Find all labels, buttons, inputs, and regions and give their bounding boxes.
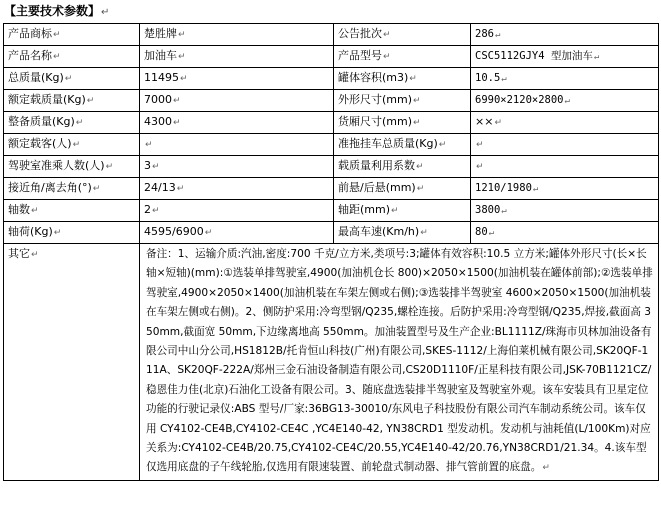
table-row (4, 90, 659, 112)
paragraph-mark-icon: ↵ (92, 184, 101, 194)
paragraph-mark-icon: ↵ (105, 162, 114, 172)
table-cell-value-left (140, 90, 334, 112)
paragraph-mark-icon: ↵ (413, 118, 421, 128)
paragraph-mark-icon: ↵ (413, 96, 421, 106)
paragraph-mark-icon: ↵ (416, 184, 425, 194)
table-cell-label-right (334, 156, 471, 178)
table-cell-label-left (4, 46, 140, 68)
paragraph-mark-icon: ↵ (391, 206, 399, 216)
paragraph-mark-icon: ↵ (53, 52, 61, 62)
paragraph-mark-icon: ↵ (75, 118, 84, 128)
table-row (4, 68, 659, 90)
table-cell-label-right (334, 24, 471, 46)
paragraph-mark-icon: ↵ (173, 96, 181, 106)
paragraph-mark-icon: ↵ (86, 96, 95, 106)
paragraph-mark-icon: ↵ (204, 228, 213, 238)
paragraph-mark-icon: ↵ (383, 52, 391, 62)
table-row-other (4, 244, 659, 481)
table-cell-label-left (4, 112, 140, 134)
paragraph-mark-icon: ↵ (152, 206, 160, 216)
table-row (4, 112, 659, 134)
table-cell-value-left (140, 178, 334, 200)
table-row (4, 178, 659, 200)
paragraph-mark-icon: ↵ (72, 140, 81, 150)
paragraph-mark-icon: ↵ (501, 206, 507, 216)
paragraph-mark-icon: ↵ (53, 228, 62, 238)
paragraph-mark-icon: ↵ (64, 74, 73, 84)
table-cell-label-right (334, 178, 471, 200)
table-cell-label-right (334, 112, 471, 134)
table-cell-value-left (140, 68, 334, 90)
cell-text: 3 (144, 159, 151, 172)
table-row (4, 222, 659, 244)
cell-text: 接近角/离去角(°) (8, 181, 92, 194)
cell-text: 4595/6900 (144, 225, 204, 238)
paragraph-mark-icon: ↵ (409, 74, 417, 84)
other-notes-cell (140, 244, 659, 481)
table-cell-label-right (334, 46, 471, 68)
cell-text: 驾驶室准乘人数(人) (8, 159, 105, 172)
section-title (4, 1, 109, 21)
other-label-cell (4, 244, 140, 481)
cell-text: 最高车速(Km/h) (338, 225, 420, 238)
cell-text: ×× (475, 115, 494, 128)
paragraph-mark-icon: ↵ (494, 118, 502, 128)
table-cell-value-left (140, 156, 334, 178)
table-cell-value-right (471, 222, 659, 244)
paragraph-mark-icon: ↵ (176, 184, 185, 194)
paragraph-mark-icon: ↵ (53, 30, 61, 40)
table-cell-label-right (334, 200, 471, 222)
paragraph-mark-icon: ↵ (416, 162, 424, 172)
table-row (4, 24, 659, 46)
section-title-text: 【主要技术参数】 (4, 4, 101, 18)
table-cell-value-right (471, 24, 659, 46)
table-cell-label-left (4, 178, 140, 200)
table-cell-label-left (4, 134, 140, 156)
table-cell-value-right (471, 112, 659, 134)
paragraph-mark-icon: ↵ (101, 7, 110, 18)
paragraph-mark-icon: ↵ (476, 140, 484, 150)
cell-text: 货厢尺寸(mm) (338, 115, 413, 128)
paragraph-mark-icon: ↵ (564, 96, 570, 106)
table-cell-value-right (471, 90, 659, 112)
cell-text: 286 (475, 28, 494, 40)
cell-text: 公告批次 (338, 27, 382, 40)
paragraph-mark-icon: ↵ (542, 463, 550, 474)
table-cell-value-right (471, 200, 659, 222)
paragraph-mark-icon: ↵ (532, 184, 539, 194)
table-cell-label-right (334, 90, 471, 112)
cell-text: 总质量(Kg) (8, 71, 64, 84)
table-row (4, 134, 659, 156)
cell-text: 楚胜牌 (144, 27, 177, 40)
paragraph-mark-icon: ↵ (438, 140, 447, 150)
cell-text: 3800 (475, 204, 501, 216)
table-row (4, 200, 659, 222)
cell-text: 轴距(mm) (338, 203, 391, 216)
table-cell-value-left (140, 222, 334, 244)
cell-text: 外形尺寸(mm) (338, 93, 413, 106)
table-cell-value-left (140, 46, 334, 68)
spec-table (3, 23, 659, 481)
cell-text: 载质量利用系数 (338, 159, 415, 172)
table-cell-value-left (140, 134, 334, 156)
cell-text: 4300 (144, 115, 172, 128)
cell-text: 产品型号 (338, 49, 382, 62)
table-cell-label-right (334, 68, 471, 90)
paragraph-mark-icon: ↵ (420, 228, 428, 238)
table-cell-label-left (4, 24, 140, 46)
cell-text: 80 (475, 226, 488, 238)
table-row (4, 156, 659, 178)
table-cell-value-right (471, 156, 659, 178)
table-cell-label-left (4, 156, 140, 178)
cell-text: 额定载质量(Kg) (8, 93, 86, 106)
cell-text: 10.5 (475, 72, 501, 84)
paragraph-mark-icon: ↵ (178, 30, 186, 40)
paragraph-mark-icon: ↵ (145, 140, 153, 150)
spec-table-body (4, 24, 659, 244)
paragraph-mark-icon: ↵ (476, 162, 484, 172)
paragraph-mark-icon: ↵ (383, 30, 391, 40)
table-cell-value-left (140, 24, 334, 46)
table-cell-value-right (471, 134, 659, 156)
cell-text: 额定载客(人) (8, 137, 72, 150)
table-cell-label-right (334, 222, 471, 244)
cell-text: CSC5112GJY4 型加油车 (475, 50, 593, 62)
table-cell-value-right (471, 178, 659, 200)
paragraph-mark-icon: ↵ (593, 52, 600, 62)
cell-text: 前悬/后悬(mm) (338, 181, 416, 194)
table-cell-label-right (334, 134, 471, 156)
cell-text: 2 (144, 203, 151, 216)
table-cell-label-left (4, 90, 140, 112)
cell-text: 轴荷(Kg) (8, 225, 53, 238)
table-cell-value-right (471, 68, 659, 90)
cell-text: 产品名称 (8, 49, 52, 62)
table-cell-value-right (471, 46, 659, 68)
paragraph-mark-icon: ↵ (501, 74, 507, 84)
cell-text: 6990×2120×2800 (475, 94, 564, 106)
paragraph-mark-icon: ↵ (31, 206, 39, 216)
other-label: 其它 (8, 247, 30, 260)
other-notes-text: 备注：1、运输介质:汽油,密度:700 千克/立方米,类项号:3;罐体有效容积:10.5 立方米;罐体外形尺寸(长×长轴×短轴)(mm):①选装单排驾驶室,4900(加油机仓长 800)×2050×1500(加油机装在罐体前部);②选装单排驾驶室,4900×2050×1400(加油机装在车架左侧或右侧);③选装排半驾驶室 4600×2050×1500(加油机装在车架左侧或右侧)。2、侧防护采用:冷弯型钢/Q235,螺栓连接。后防护采用:冷弯型钢/Q235,焊接,截面高 350mm,截面宽 50mm,下边缘离地高 550mm。加油装置型号及生产企业:BL1111Z/珠海市贝林加油设备有限公司中山分公司,HS1812B/托肯恒山科技(广州)有限公司,SKES-1112/上海伯莱机械有限公司,SK20QF-111A、SK20QF-222A/郑州三金石油设备制造有限公司,CS20D1110F/正星科技有限公司,JSK-70B1121CZ/稳恩佳力佳(北京)石油化工设备有限公司。3、随底盘选装排半驾驶室及驾驶室外观。该车安装具有卫星定位功能的行驶记录仪:ABS 型号/厂家:36BG13-30010/东风电子科技股份有限公司汽车制动系统公司。该车仅用 CY4102-CE4B,CY4102-CE4C ,YC4E140-42, YN38CRD1 型发动机。发动机与油耗值(L/100Km)对应关系为:CY4102-CE4B/20.75,CY4102-CE4C/20.55,YC4E140-42/20.76,YN38CRD1/21.34。4.该车型仅选用底盘的子午线轮胎,仅选用有限速装置、前轮盘式制动器、排气管前置的底盘。 (146, 248, 653, 474)
cell-text: 24/13 (144, 181, 176, 194)
paragraph-mark-icon: ↵ (178, 52, 186, 62)
cell-text: 加油车 (144, 49, 177, 62)
cell-text: 轴数 (8, 203, 30, 216)
table-cell-label-left (4, 200, 140, 222)
paragraph-mark-icon: ↵ (494, 30, 501, 40)
paragraph-mark-icon: ↵ (180, 74, 188, 84)
cell-text: 整备质量(Kg) (8, 115, 75, 128)
cell-text: 1210/1980 (475, 182, 532, 194)
table-cell-label-left (4, 68, 140, 90)
cell-text: 产品商标 (8, 27, 52, 40)
table-cell-label-left (4, 222, 140, 244)
cell-text: 11495 (144, 71, 179, 84)
table-cell-value-left (140, 200, 334, 222)
cell-text: 罐体容积(m3) (338, 71, 409, 84)
paragraph-mark-icon: ↵ (488, 228, 495, 238)
cell-text: 准拖挂车总质量(Kg) (338, 137, 438, 150)
cell-text: 7000 (144, 93, 172, 106)
table-cell-value-left (140, 112, 334, 134)
paragraph-mark-icon: ↵ (31, 250, 39, 260)
paragraph-mark-icon: ↵ (173, 118, 181, 128)
table-row (4, 46, 659, 68)
paragraph-mark-icon: ↵ (152, 162, 160, 172)
